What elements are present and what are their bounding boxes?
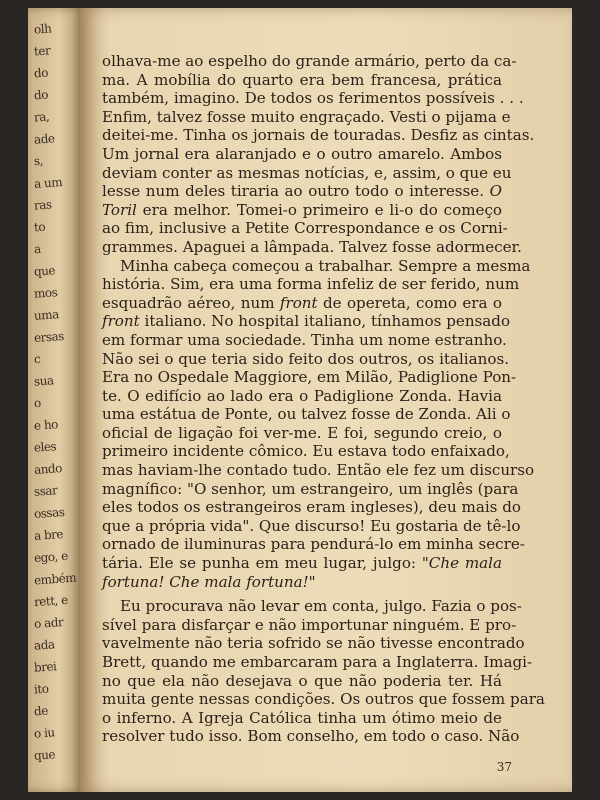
left-page-fragment: uma: [33, 307, 60, 323]
text-line: ma. A mobília do quarto era bem francesa, prática: [102, 70, 502, 89]
text-line: lesse num deles tiraria ao outro todo o interesse. O: [102, 182, 502, 201]
text-line: ao fim, inclusive a Petite Correspondance e os Corni-: [102, 219, 508, 238]
left-page-fragment: de: [33, 703, 49, 719]
text-line: Um jornal era alaranjado e o outro amarelo. Ambos: [102, 144, 502, 163]
text-line: no que ela não desejava o que não poderia ter. Há: [102, 671, 502, 690]
page-number: 37: [496, 760, 512, 774]
text-line: primeiro incidente cômico. Eu estava todo enfaixado,: [102, 442, 510, 461]
text-line: o inferno. A Igreja Católica tinha um ótimo meio de: [102, 708, 502, 727]
text-line: mas haviam-lhe contado tudo. Então ele fez um discurso: [102, 461, 535, 480]
text-line: fortuna! Che mala fortuna!": [102, 572, 316, 591]
left-page-fragment: ada: [33, 637, 55, 653]
left-page-fragment: to: [33, 219, 46, 235]
left-page-fragment: ersas: [33, 328, 65, 346]
text-line: grammes. Apaguei a lâmpada. Talvez fosse adormecer.: [102, 237, 522, 256]
left-page-fragment: a bre: [33, 527, 64, 543]
text-line: resolver tudo isso. Bom conselho, em todo o caso. Não: [102, 727, 520, 746]
text-line: Era no Ospedale Maggiore, em Milão, Padiglione Pon-: [102, 368, 517, 387]
text-line: te. O edifício ao lado era o Padiglione Zonda. Havia: [102, 386, 502, 405]
left-page-fragment: c: [33, 351, 41, 367]
text-line: Minha cabeça começou a trabalhar. Sempre a mesma: [120, 256, 531, 275]
left-page-fragment: ando: [33, 461, 63, 477]
text-line: muita gente nessas condições. Os outros que fossem para: [102, 690, 545, 709]
text-line: tária. Ele se punha em meu lugar, julgo: "Che mala: [102, 554, 502, 573]
text-line: sível para disfarçar e não importunar ninguém. E pro-: [102, 615, 517, 634]
text-line: vavelmente não teria sofrido se não tivesse encontrado: [102, 634, 525, 653]
left-page-fragment: ssar: [33, 483, 58, 499]
left-page-fragment: brei: [33, 659, 57, 675]
text-line: magnífico: "O senhor, um estrangeiro, um inglês (para: [102, 479, 519, 498]
left-page-fragment: a um: [33, 175, 63, 191]
left-page-fragment: ade: [33, 131, 55, 147]
left-page-fragment: eles: [33, 439, 57, 455]
left-page-fragment: que: [33, 747, 56, 763]
left-page-fragment: o iu: [33, 725, 56, 741]
left-page-fragment: ego, e: [33, 548, 69, 566]
text-line: oficial de ligação foi ver-me. E foi, segundo creio, o: [102, 423, 502, 442]
text-line: deitei-me. Tinha os jornais de touradas. Desfiz as cintas.: [102, 126, 535, 145]
text-line: olhava-me ao espelho do grande armário, perto da ca-: [102, 52, 517, 70]
text-line: Eu procurava não levar em conta, julgo. Fazia o pos-: [120, 597, 522, 616]
text-line: Não sei o que teria sido feito dos outros, os italianos.: [102, 349, 509, 368]
left-page-fragment: do: [33, 65, 49, 81]
text-line: deviam conter as mesmas notícias, e, assim, o que eu: [102, 163, 512, 182]
left-page-fragment: e ho: [33, 417, 59, 433]
text-line: uma estátua de Ponte, ou talvez fosse de Zonda. Ali o: [102, 405, 511, 424]
text-line: também, imagino. De todos os ferimentos possíveis . . .: [102, 89, 524, 108]
left-page-fragment: olh: [33, 21, 52, 37]
left-page-edge: [28, 8, 84, 792]
text-line: história. Sim, era uma forma infeliz de ser ferido, num: [102, 275, 520, 294]
text-line: Brett, quando me embarcaram para a Inglaterra. Imagi-: [102, 653, 533, 671]
left-page-fragment: do: [33, 87, 49, 103]
left-page-fragment: o adr: [33, 615, 64, 631]
left-page-fragment: o: [33, 395, 42, 411]
book-page: [80, 8, 572, 792]
left-page-fragment: ras: [33, 197, 53, 213]
text-line: esquadrão aéreo, num front de opereta, como era o: [102, 293, 502, 312]
left-page-fragment: ito: [33, 681, 49, 697]
page-body-text: [102, 52, 545, 746]
left-page-fragment: ossas: [33, 504, 65, 522]
left-page-fragment: rett, e: [33, 592, 69, 610]
left-page-fragment: embém: [33, 570, 77, 588]
text-line: Enfim, talvez fosse muito engraçado. Vesti o pijama e: [102, 107, 511, 126]
left-page-fragment: que: [33, 263, 56, 279]
left-page-fragment: mos: [33, 285, 58, 301]
left-page-fragment: sua: [33, 373, 55, 389]
text-line: que a própria vida". Que discurso! Eu gostaria de tê-lo: [102, 516, 521, 535]
text-line: em formar uma sociedade. Tinha um nome estranho.: [102, 330, 507, 349]
left-page-fragment: s,: [33, 153, 44, 169]
text-line: ornado de iluminuras para pendurá-lo em minha secre-: [102, 535, 525, 554]
left-page-fragment: ter: [33, 43, 51, 59]
text-line: Toril era melhor. Tomei-o primeiro e li-o do começo: [102, 200, 502, 219]
left-page-fragment: a: [33, 241, 42, 257]
left-page-fragment: ra,: [33, 109, 50, 125]
text-line: front italiano. No hospital italiano, tínhamos pensado: [102, 312, 511, 331]
text-line: eles todos os estrangeiros eram ingleses), deu mais do: [102, 498, 521, 517]
